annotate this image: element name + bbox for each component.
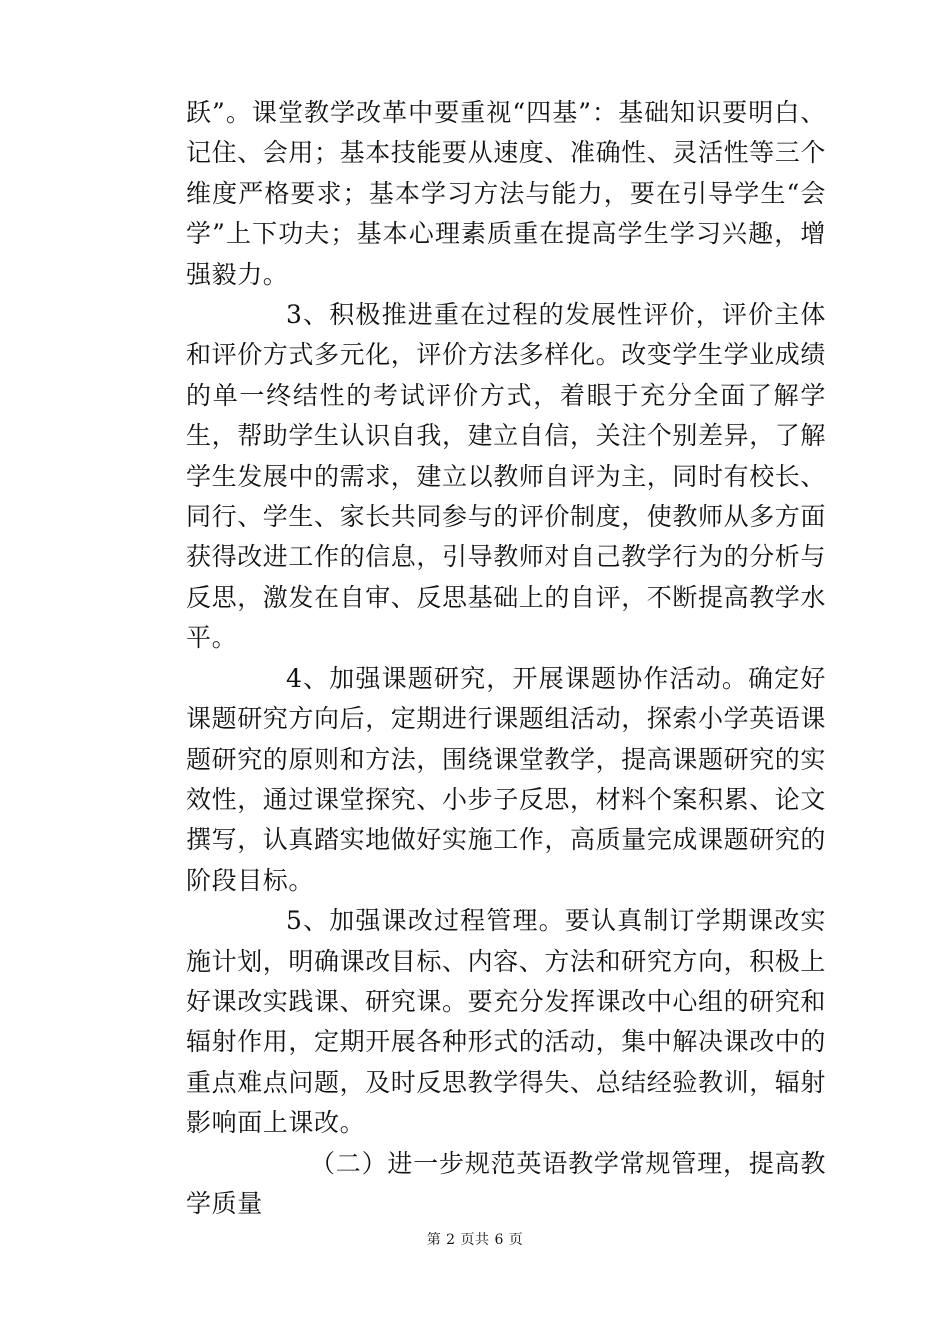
paragraph-item-5: 5、加强课改过程管理。要认真制订学期课改实施计划，明确课改目标、内容、方法和研究方向，积极上好课改实践课、研究课。要充分发挥课改中心组的研究和辐射作用，定期开展各种形式的活动，集中解决课改中的重点难点问题，及时反思教学得失、总结经验教训，辐射影响面上课改。 [186, 906, 827, 1138]
section-heading-2: （二）进一步规范英语教学常规管理，提高教学质量 [186, 1148, 826, 1218]
paragraph-item-3: 3、积极推进重在过程的发展性评价，评价主体和评价方式多元化，评价方法多样化。改变学生学业成绩的单一终结性的考试评价方式，着眼于充分全面了解学生，帮助学生认识自我，建立自信，关注个别差异，了解学生发展中的需求，建立以教师自评为主，同时有校长、同行、学生、家长共同参与的评价制度，使教师从多方面获得改进工作的信息，引导教师对自己教学行为的分析与反思，激发在自审、反思基础上的自评，不断提高教学水平。 [186, 300, 827, 653]
paragraph-continuation: 跃”。课堂教学改革中要重视“四基”：基础知识要明白、记住、会用；基本技能要从速度、准确性、灵活性等三个维度严格要求；基本学习方法与能力，要在引导学生“会学”上下功夫；基本心理素质重在提高学生学习兴趣，增强毅力。 [186, 98, 827, 289]
document-body [186, 93, 826, 1224]
page-number-footer: 第 2 页共 6 页 [426, 1232, 524, 1248]
paragraph-item-4: 4、加强课题研究，开展课题协作活动。确定好课题研究方向后，定期进行课题组活动，探索小学英语课题研究的原则和方法，围绕课堂教学，提高课题研究的实效性，通过课堂探究、小步子反思，材料个案积累、论文撰写，认真踏实地做好实施工作，高质量完成课题研究的阶段目标。 [186, 663, 827, 895]
